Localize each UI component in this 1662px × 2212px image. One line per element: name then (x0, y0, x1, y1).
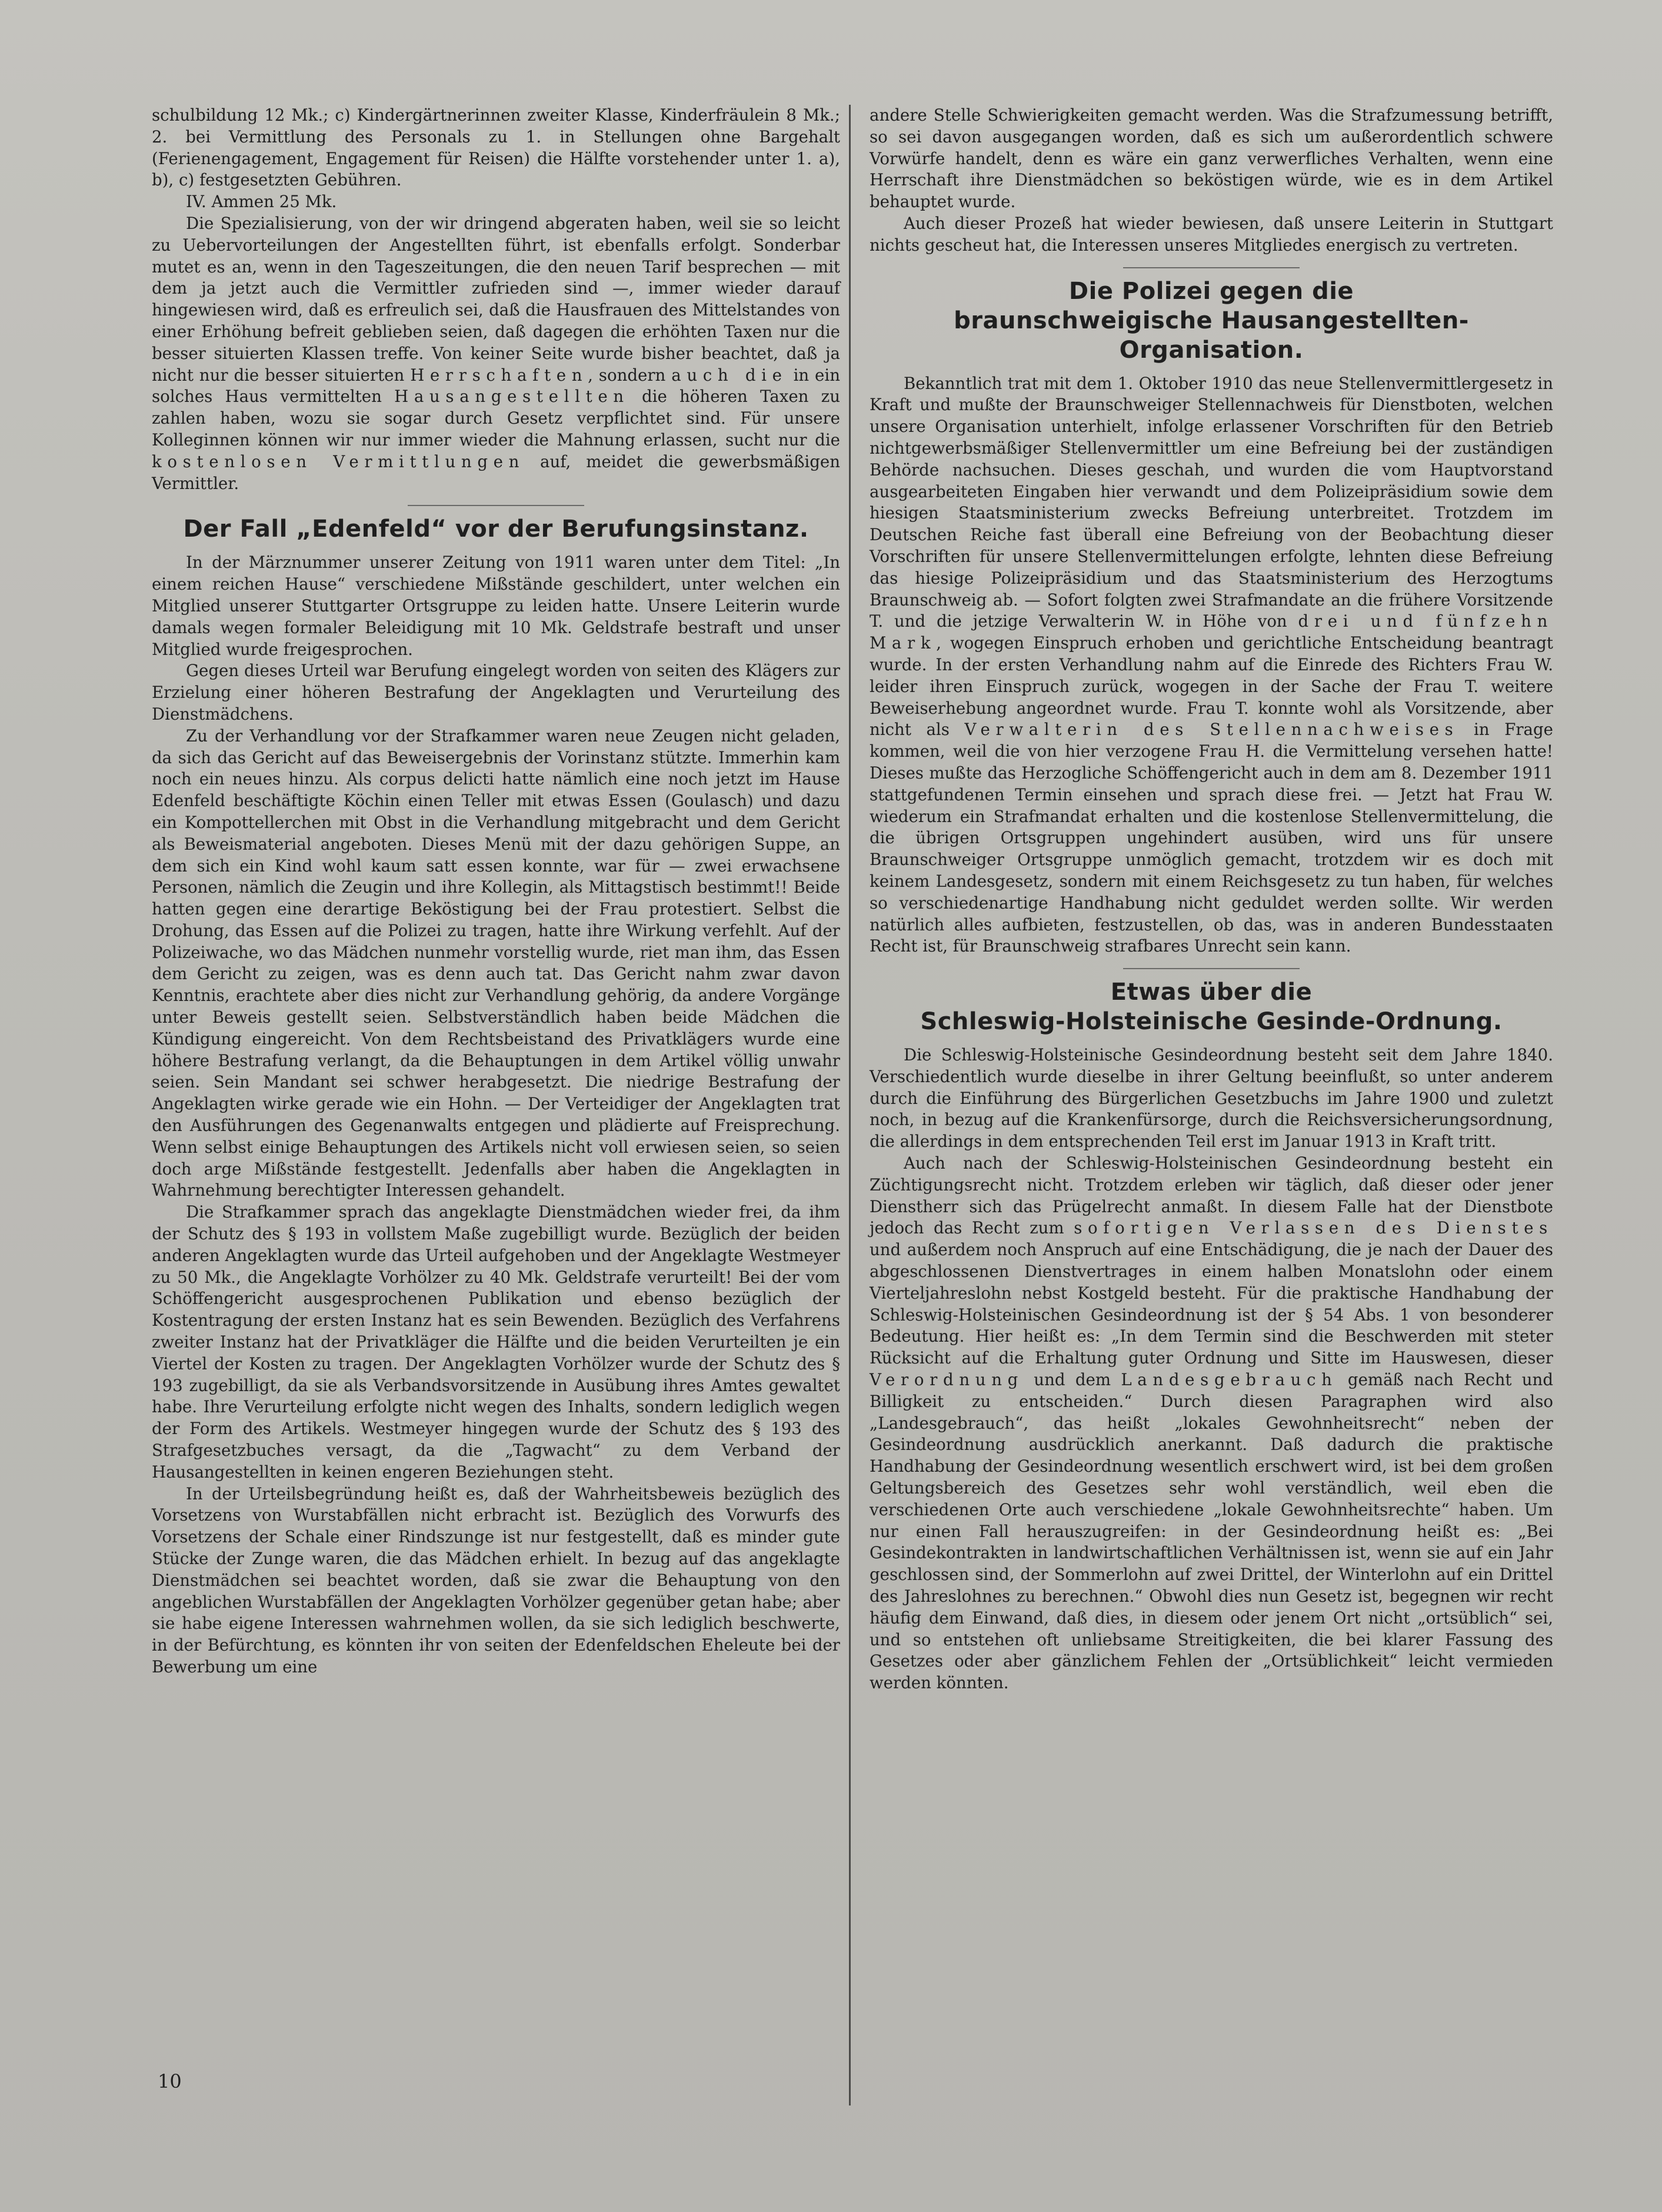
column-divider (849, 105, 851, 2105)
title-line: Etwas über die (1110, 979, 1313, 1006)
right-column (870, 105, 1553, 1694)
spezialisierung-paragraph (152, 213, 840, 494)
intro-paragraph: schulbildung 12 Mk.; c) Kindergärtnerinnen zweiter Klasse, Kinderfräulein 8 Mk.; 2. bei Vermittlung des Personals zu 1. in Stellungen ohne Bargehalt (Ferienengagement, Engagement für Reisen) die Hälfte vorstehender unter 1. a), b), c) festgesetzten Gebühren. (152, 105, 840, 190)
article-title-gesindeordnung (870, 977, 1553, 1036)
text-run: in Frage kommen, weil die von hier verzogene Frau H. die Vermittelung versehen hatte! Dieses mußte das Herzogliche Schöffengericht auch in dem am 8. Dezember 1911 stattgefundenen Termin einsehen und sprach diese frei. — Jetzt hat Frau W. wiederum ein Strafmandat erhalten und die kostenlose Stellenvermittelung, die die übrigen Ortsgruppen ungehindert ausüben, wird uns für unsere Braunschweiger Ortsgruppe unmöglich gemacht, trotzdem wir es doch mit keinem Landesgesetz, sondern mit einem Reichsgesetz zu tun haben, für welches so verschiedenartige Handhabung nicht geduldet werden sollte. Wir werden natürlich alles aufbieten, festzustellen, ob das, was in anderen Bundesstaaten Recht ist, für Braunschweig strafbares Unrecht sein kann. (870, 720, 1553, 956)
article-paragraph: Die Schleswig-Holsteinische Gesindeordnung besteht seit dem Jahre 1840. Verschiedentlich wurde dieselbe in ihrer Geltung beeinflußt, so unter anderem durch die Einführung des Bürgerlichen Gesetzbuchs im Jahre 1900 und zuletzt noch, in bezug auf die Krankenfürsorge, durch die Reichsversicherungsordnung, die allerdings in dem entsprechenden Teil erst im Januar 1913 in Kraft tritt. (870, 1045, 1553, 1152)
text-run: Bekanntlich trat mit dem 1. Oktober 1910 das neue Stellenvermittlergesetz in Kraft und mußte der Braunschweiger Stellennachweis für Dienstboten, welchen unsere Organisation unterhielt, infolge erlassener Vorschriften für den Betrieb nichtgewerbsmäßiger Stellenvermittler um eine Befreiung bei der zuständigen Behörde nachsuchen. Dieses geschah, und wurden die vom Hauptvorstand ausgearbeiteten Eingaben hier verwandt und dem Polizeipräsidium sowie dem hiesigen Staatsministerium zwecks Befreiung unterbreitet. Trotzdem im Deutschen Reiche fast überall eine Befreiung von der Beobachtung dieser Vorschriften für unsere Stellenvermittelungen erfolgte, lehnten diese Befreiung das hiesige Polizeipräsidium und das Staatsministerium des Herzogtums Braunschweig ab. — Sofort folgten zwei Strafmandate an die frühere Vorsitzende T. und die jetzige Verwalterin W. in Höhe von (870, 373, 1553, 631)
text-run: in ein solches Haus vermittelten (152, 365, 840, 407)
text-run: Auch nach der Schleswig-Holsteinischen Gesindeordnung besteht ein Züchtigungsrecht nicht. Trotzdem erleben wir täglich, daß dieser oder jener Dienstherr sich das Prügelrecht anmaßt. In diesem Falle hat der Dienstbote jedoch das Recht zum (870, 1153, 1553, 1238)
spaced-text: Verwalterin des Stellennachweises (964, 720, 1459, 740)
title-line: Schleswig-Holsteinische Gesinde-Ordnung. (920, 1008, 1503, 1036)
title-line: Die Polizei gegen die (1068, 277, 1354, 305)
article-paragraph: Die Strafkammer sprach das angeklagte Dienstmädchen wieder frei, da ihm der Schutz des § 193 in vollstem Maße zugebilligt wurde. Bezüglich der beiden anderen Angeklagten wurde das Urteil aufgehoben und der Angeklagte Westmeyer zu 50 Mk., die Angeklagte Vorhölzer zu 40 Mk. Geldstrafe verurteilt! Bei der vom Schöffengericht ausgesprochenen Publikation und ebenso bezüglich der Kostentragung der ersten Instanz hat es sein Bewenden. Bezüglich des Verfahrens zweiter Instanz hat der Privatkläger die Hälfte und die beiden Verurteilten je ein Viertel der Kosten zu tragen. Der Angeklagten Vorhölzer wurde der Schutz des § 193 zugebilligt, da sie als Verbandsvorsitzende in Ausübung ihres Amtes gewaltet habe. Ihre Verurteilung erfolgte nicht wegen des Inhalts, sondern lediglich wegen der Form des Artikels. Westmeyer hingegen wurde der Schutz des § 193 des Strafgesetzbuches versagt, da die „Tagwacht“ zu dem Verband der Hausangestellten in keinen engeren Beziehungen steht. (152, 1202, 840, 1482)
title-line: braunschweigische Hausangestellten-Organisation. (954, 307, 1469, 364)
section-rule (1123, 968, 1300, 969)
article-paragraph: Gegen dieses Urteil war Berufung eingelegt worden von seiten des Klägers zur Erzielung einer höheren Bestrafung der Angeklagten und Verurteilung des Dienstmädchens. (152, 661, 840, 724)
article-paragraph: Zu der Verhandlung vor der Strafkammer waren neue Zeugen nicht geladen, da sich das Gericht auf das Beweisergebnis der Vorinstanz stützte. Immerhin kam noch ein neues hinzu. Als corpus delicti hatte nämlich eine noch jetzt im Hause Edenfeld beschäftigte Köchin einen Teller mit etwas Essen (Goulasch) und dazu ein Kompottellerchen mit Obst in die Verhandlung mitgebracht und dem Gericht als Beweismaterial angeboten. Dieses Menü mit der dazu gehörigen Suppe, an dem sich ein Kind wohl kaum satt essen konnte, war für — zwei erwachsene Personen, nämlich die Zeugin und ihre Kollegin, als Mittagstisch bestimmt!! Beide hatten gegen eine derartige Beköstigung bei der Frau protestiert. Selbst die Drohung, das Essen auf die Polizei zu tragen, hatte ihre Wirkung verfehlt. Auf der Polizeiwache, wo das Mädchen nunmehr vorstellig wurde, riet man ihm, das Essen dem Gericht zu zeigen, was es denn auch tat. Das Gericht nahm zwar davon Kenntnis, erachtete aber dies nicht zur Verhandlung gehörig, da andere Vorgänge unter Beweis gestellt seien. Selbstverständlich haben beide Mädchen die Kündigung eingereicht. Von dem Rechtsbeistand des Privatklägers wurde eine höhere Bestrafung verlangt, da die Behauptungen in dem Artikel völlig unwahr seien. Sein Mandant sei schwer herabgesetzt. Die niedrige Bestrafung der Angeklagten wirke gerade wie ein Hohn. — Der Verteidiger der Angeklagten trat den Ausführungen des Gegenanwalts entgegen und plädierte auf Freisprechung. Wenn selbst einige Behauptungen des Artikels nicht voll erwiesen seien, so seien doch arge Mißstände festgestellt. Jedenfalls aber haben die Angeklagten in Wahrnehmung berechtigter Interessen gehandelt. (152, 726, 840, 1200)
text-run: Die Spezialisierung, von der wir dringend abgeraten haben, weil sie so leicht zu Uebervorteilungen der Angestellten führt, ist ebenfalls erfolgt. Sonderbar mutet es an, wenn in den Tageszeitungen, die den neuen Tarif besprechen — mit dem ja jetzt auch die Vermittler zufrieden sind —, immer wieder darauf hingewiesen wird, daß es erfreulich sei, daß die Hausfrauen des Mittelstandes von einer Erhöhung befreit geblieben seien, daß dagegen die erhöhten Taxen nur die besser situierten Klassen treffe. Von keiner Seite wurde bisher beachtet, daß ja nicht nur die besser situierten (152, 213, 840, 385)
text-run: , sondern (588, 365, 666, 385)
page-number: 10 (158, 2070, 182, 2093)
article-paragraph (870, 373, 1553, 958)
text-run: gemäß nach Recht und Billigkeit zu entscheiden.“ Durch diesen Paragraphen wird also „Landesgebrauch“, das heißt „lokales Gewohnheitsrecht“ neben der Gesindeordnung ausdrücklich anerkannt. Daß dadurch die praktische Handhabung der Gesindeordnung wesentlich erschwert wird, ist bei dem großen Geltungsbereich des Gesetzes sehr wohl verständlich, weil eben die verschiedenen Orte auch verschiedene „lokale Gewohnheitsrechte“ haben. Um nur einen Fall herauszugreifen: in der Gesindeordnung heißt es: „Bei Gesindekontrakten in landwirtschaftlichen Verhältnissen ist, wenn sie auf ein Jahr geschlossen sind, der Sommerlohn auf zwei Drittel, der Winterlohn auf ein Drittel des Jahreslohnes zu berechnen.“ Obwohl dies nun Gesetz ist, begegnen wir recht häufig dem Einwand, daß dies, in diesem oder jenem Ort nicht „ortsüblich“ sei, und so entstehen oft unliebsame Streitigkeiten, die bei klarer Fassung des Gesetzes oder aber gänzlichem Fehlen der „Ortsüblichkeit“ leicht vermieden werden könnten. (870, 1370, 1553, 1693)
text-run: und außerdem noch Anspruch auf eine Entschädigung, die je nach der Dauer des abgeschlossenen Dienstvertrages in einem halben Monatslohn oder einem Vierteljahreslohn nebst Kostgeld besteht. Für die praktische Handhabung der Schleswig-Holsteinischen Gesindeordnung ist der § 54 Abs. 1 von besonderer Bedeutung. Hier heißt es: „In dem Termin sind die Beschwerden mit steter Rücksicht auf die Erhaltung guter Ordnung und Sitte im Hauswesen, dieser (870, 1240, 1553, 1368)
spaced-text: drei und fünfzehn Mark (870, 611, 1554, 653)
intro-paragraph: IV. Ammen 25 Mk. (186, 192, 337, 212)
continuation-paragraph: andere Stelle Schwierigkeiten gemacht werden. Was die Strafzumessung betrifft, so sei davon ausgegangen worden, daß es sich um außerordentlich schwere Vorwürfe handelt, denn es wäre ein ganz verwerfliches Verhalten, wenn eine Herrschaft ihre Dienstmädchen so beköstigen würde, wie es in dem Artikel behauptet wurde. (870, 105, 1553, 212)
continuation-paragraph: Auch dieser Prozeß hat wieder bewiesen, daß unsere Leiterin in Stuttgart nichts gescheut hat, die Interessen unseres Mitgliedes energisch zu vertreten. (870, 213, 1553, 255)
spaced-text: sofortigen Verlassen des Dienstes (1074, 1218, 1554, 1238)
article-title-polizei (870, 277, 1553, 365)
text-run: die höheren Taxen zu zahlen haben, wozu sie sogar durch Gesetz verpflichtet sind. Für unsere Kolleginnen können wir nur immer wieder die Mahnung erlassen, sucht nur die (152, 387, 840, 450)
article-paragraph: In der Märznummer unserer Zeitung von 1911 waren unter dem Titel: „In einem reichen Hause“ verschiedene Mißstände geschildert, unter welchen ein Mitglied unserer Stuttgarter Ortsgruppe zu leiden hatte. Unsere Leiterin wurde damals wegen formaler Beleidigung mit 10 Mk. Geldstrafe bestraft und unser Mitglied wurde freigesprochen. (152, 553, 840, 659)
spaced-text: Hausangestellten (394, 387, 630, 407)
section-rule (408, 505, 584, 506)
spaced-text: auch die (671, 365, 788, 385)
text-run: auf, meidet die gewerbsmäßigen Vermittler. (152, 451, 840, 493)
left-column (152, 105, 840, 1678)
spaced-text: Landesgebrauch (1121, 1370, 1338, 1390)
spaced-text: Herrschaften (410, 365, 588, 385)
article-paragraph: In der Urteilsbegründung heißt es, daß der Wahrheitsbeweis bezüglich des Vorsetzens von Wurstabfällen nicht erbracht ist. Bezüglich des Vorwurfs des Vorsetzens der Schale einer Rindszunge ist nur festgestellt, daß es minder gute Stücke der Zunge waren, die das Mädchen erhielt. In bezug auf das angeklagte Dienstmädchen sei beachtet worden, daß sie zwar die Behauptung von den angeblichen Wurstabfällen der Angeklagten Vorhölzer gegenüber getan habe; aber sie habe eigene Interessen wahrnehmen wollen, da sie sich lediglich beschwerte, in der Befürchtung, es könnten ihr von seiten der Edenfeldschen Eheleute bei der Bewerbung um eine (152, 1483, 840, 1677)
text-run: , wogegen Einspruch erhoben und gerichtliche Entscheidung beantragt wurde. In der ersten Verhandlung nahm auf die Einrede des Richters Frau W. leider ihren Einspruch zurück, wogegen in der Sache der Frau T. weitere Beweiserhebung angeordnet wurde. Frau T. konnte wohl als Vorsitzende, aber nicht als (870, 633, 1553, 740)
article-paragraph (870, 1153, 1553, 1694)
spaced-text: Verordnung (870, 1370, 1024, 1390)
article-title-edenfeld: Der Fall „Edenfeld“ vor der Berufungsinstanz. (183, 515, 809, 543)
section-rule (1123, 267, 1300, 268)
spaced-text: kostenlosen Vermittlungen (152, 451, 525, 471)
text-run: und dem (1034, 1370, 1111, 1390)
